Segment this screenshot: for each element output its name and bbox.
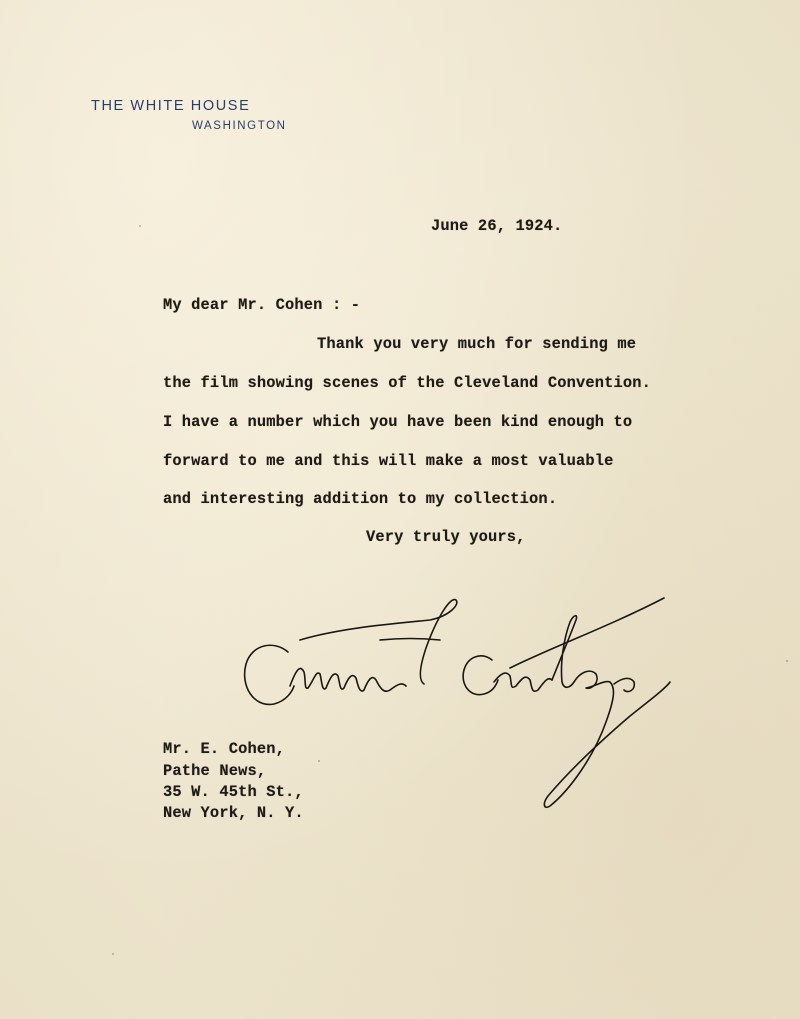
letterhead: [91, 97, 287, 133]
paper-speck: [139, 225, 141, 227]
paper-speck: [786, 660, 788, 662]
letterhead-subtitle: WASHINGTON: [192, 120, 287, 132]
address-line: New York, N. Y.: [163, 804, 304, 822]
paper-speck: [318, 760, 320, 762]
body-line: Thank you very much for sending me: [317, 335, 637, 353]
salutation: My dear Mr. Cohen : -: [163, 296, 361, 314]
letter-date: June 26, 1924.: [431, 217, 563, 235]
letterhead-title: THE WHITE HOUSE: [91, 98, 251, 114]
body-line: and interesting addition to my collection.: [163, 490, 558, 508]
body-line: forward to me and this will make a most valuable: [163, 452, 614, 470]
closing: Very truly yours,: [366, 528, 526, 546]
paper-speck: [112, 953, 114, 955]
body-line: I have a number which you have been kind enough to: [163, 413, 633, 431]
address-line: Mr. E. Cohen,: [163, 740, 286, 758]
address-line: 35 W. 45th St.,: [163, 783, 304, 801]
body-line: the film showing scenes of the Cleveland Convention.: [163, 374, 652, 392]
address-line: Pathe News,: [163, 762, 267, 780]
